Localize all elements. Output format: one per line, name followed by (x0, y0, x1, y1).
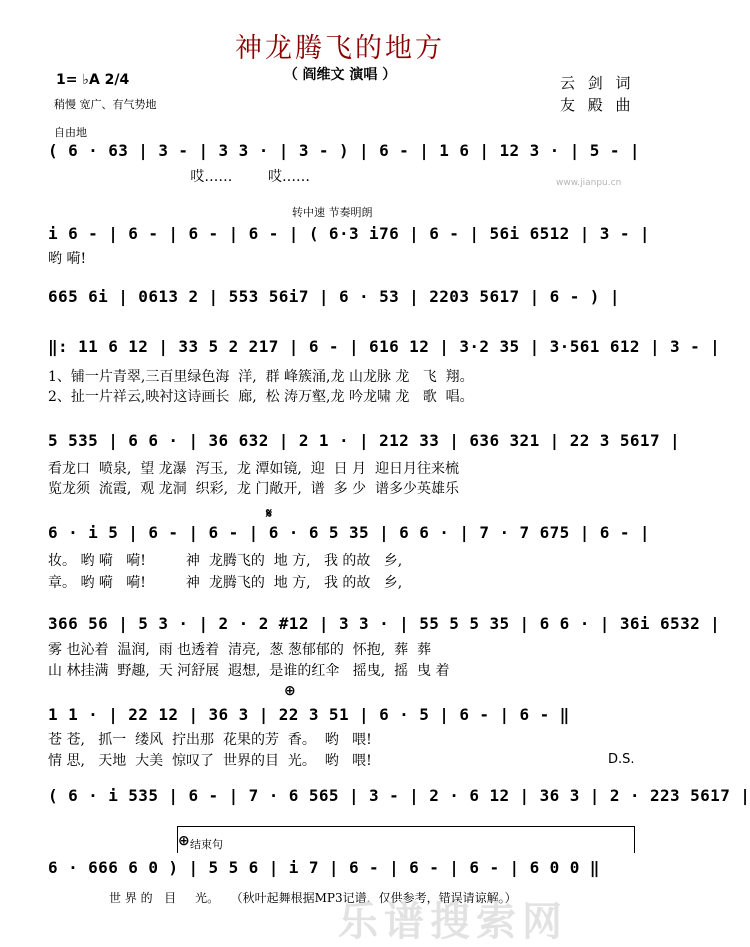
score-line-7: 366 56 | 5 3 · | 2 · 2 #12 | 3 3 · | 55 5 5 35 | 6 6 · | 36i 6532 | (48, 614, 721, 633)
score-line-3: 665 6i | 0613 2 | 553 56i7 | 6 · 53 | 2203 5617 | 6 - ) | (48, 287, 620, 306)
tempo-marking: 稍慢 宽广、有气势地 (54, 98, 157, 111)
ending-bracket (177, 826, 635, 853)
score-line-1: ( 6 · 63 | 3 - | 3 3 · | 3 - ) | 6 - | 1 6 | 12 3 · | 5 - | (48, 141, 640, 160)
composer-credit: 友 殿 曲 (560, 96, 635, 114)
score-line-10: 6 · 666 6 0 ) | 5 5 6 | i 7 | 6 - | 6 - | 6 - | 6 0 0 ‖ (48, 858, 600, 877)
lyrics-line-2: 哟 嗬! (48, 251, 87, 267)
ds-marking: D.S. (608, 752, 635, 767)
lyrics-line-5b: 览龙须 流霞, 观 龙洞 织彩, 龙 门敞开, 谱 多 少 谱多少英雄乐 (48, 481, 460, 497)
lyrics-line-4b: 2、扯一片祥云,映衬这诗画长 廊, 松 涛万壑,龙 吟龙啸 龙 歌 唱。 (48, 389, 474, 405)
tempo-change-marking: 转中速 节奏明朗 (292, 206, 373, 219)
lyrics-line-7a: 雾 也沁着 温润, 雨 也透着 清亮, 葱 葱郁郁的 怀抱, 葬 葬 (48, 642, 432, 658)
song-title: 神龙腾飞的地方 (235, 33, 445, 64)
lyrics-line-6a: 妆。 哟 嗬 嗬! 神 龙腾飞的 地 方, 我 的故 乡, (48, 553, 403, 569)
ending-marking: 结束句 (190, 838, 223, 851)
lyrics-line-4a: 1、铺一片青翠,三百里绿色海 洋, 群 峰簇涌,龙 山龙脉 龙 飞 翔。 (48, 369, 474, 385)
lyricist-credit: 云 剑 词 (560, 74, 635, 92)
free-time-marking: 自由地 (54, 126, 87, 139)
lyrics-line-7b: 山 林挂满 野趣, 天 河舒展 遐想, 是谁的红伞 摇曳, 摇 曳 着 (48, 663, 450, 679)
key-signature: 1= ♭A 2/4 (56, 72, 130, 88)
ending-coda-sign: ⊕ (178, 833, 190, 849)
score-line-4: ‖: 11 6 12 | 33 5 2 217 | 6 - | 616 12 | 3·2 35 | 3·561 612 | 3 - | (48, 337, 721, 356)
lyrics-line-6b: 章。 哟 嗬 嗬! 神 龙腾飞的 地 方, 我 的故 乡, (48, 575, 403, 591)
lyrics-line-8a: 苍 苍, 抓一 缕风 拧出那 花果的芳 香。 哟 喂! (48, 732, 372, 748)
watermark-logo: 乐谱搜索网 (338, 899, 568, 945)
watermark-url: www.jianpu.cn (556, 178, 622, 188)
lyrics-line-1: 哎…… 哎…… (48, 169, 311, 185)
lyrics-line-5a: 看龙口 喷泉, 望 龙瀑 泻玉, 龙 潭如镜, 迎 日 月 迎日月往来梳 (48, 461, 460, 477)
score-line-6: 6 · i 5 | 6 - | 6 - | 6 · 6 5 35 | 6 6 · | 7 · 7 675 | 6 - | (48, 523, 650, 542)
score-line-9: ( 6 · i 535 | 6 - | 7 · 6 565 | 3 - | 2 · 6 12 | 36 3 | 2 · 223 5617 | (48, 786, 750, 805)
lyrics-line-8b: 情 思, 天地 大美 惊叹了 世界的目 光。 哟 喂! (48, 753, 372, 769)
score-line-8: 1 1 · | 22 12 | 36 3 | 22 3 51 | 6 · 5 | 6 - | 6 - ‖ (48, 705, 570, 724)
lyrics-line-10: 世 界 的 目 光。 （秋叶起舞根据MP3记谱，仅供参考，错误请谅解。） (48, 891, 517, 905)
segno-sign: 𝄋 (266, 506, 273, 522)
score-line-5: 5 535 | 6 6 · | 36 632 | 2 1 · | 212 33 | 636 321 | 22 3 5617 | (48, 431, 681, 450)
coda-sign: ⊕ (284, 683, 296, 699)
performer: （ 阎维文 演唱 ） (283, 67, 397, 83)
score-line-2: i 6 - | 6 - | 6 - | 6 - | ( 6·3 i76 | 6 - | 56i 6512 | 3 - | (48, 224, 650, 243)
